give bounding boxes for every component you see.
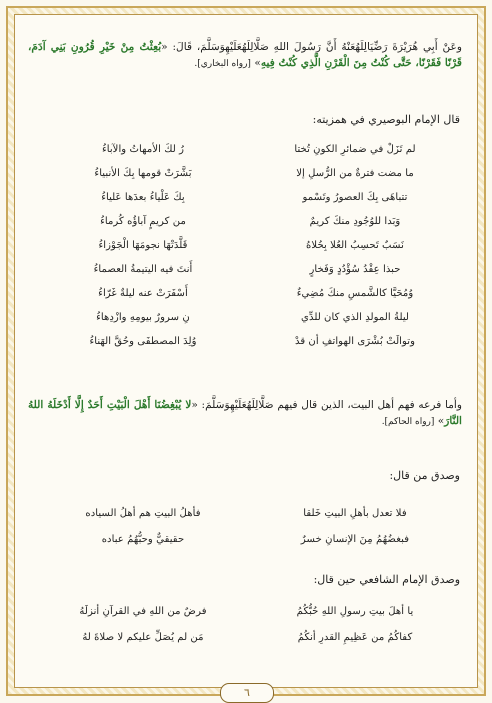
verse-second-hemistich: حقيقيٌّ وحبُّهُمُ عباده [101,534,185,545]
verse-second-hemistich: رُ لكَ الأمهاتُ والآباءُ [101,144,185,155]
verse-second-hemistich: من كريمٍ آباؤُه كُرماءُ [100,216,186,227]
verse-first-hemistich: حبذا عِقْدُ سُؤْدُدٍ وَفَخارٍ [309,264,401,275]
hadith2-text: لا يُبْغِضُنَا أَهْلَ الْبَيْتِ أَحَدٌ إِلَّا أَدْخَلَهُ اللهُ النَّارَ [28,399,462,427]
verse [22,532,470,550]
hadith2-intro: وأما فرعه فهم أهل البيت، الذين قال فيهم صَلَّالِلَهُعَلَيْهِوَسَلَّمَ: « [191,399,462,411]
verse-first-hemistich: كفاكُمُ من عَظِيمِ القدرِ أنكُمُ [297,632,413,643]
verse-second-hemistich: فأهلُ البيتِ هم أهلُ السياده [85,508,201,519]
verse-first-hemistich: وَبَدا للوُجُودِ منكَ كريمٌ [309,216,401,227]
verse [22,310,470,328]
verse-first-hemistich: فلا تعدل بأهلِ البيتِ خَلقا [303,508,407,519]
hadith2-source: [رواه الحاكم]. [381,416,435,427]
verse [22,142,470,160]
verse-first-hemistich: نَسَبٌ تَحسِبُ العُلا بِحُلاهُ [306,240,404,251]
hadith1-intro: وعَنْ أَبِي هُرَيْرَةَ رَضِّيَالِلَهُعَنْهُ أَنَّ رَسُولَ اللهِ صَلَّالِلَهُعَلَيْهِوَسَلَّمَ، قَالَ: « [161,41,462,53]
hadith-abu-hurayra [28,40,462,72]
verse [22,166,470,184]
hadith2-close: » [437,414,445,427]
verse-second-hemistich: أَسْفَرَتْ عنه ليلةٌ غَرّاءُ [98,288,188,299]
poem3-heading: وصدق الإمام الشافعي حين قال: [313,573,460,586]
verse-first-hemistich: يا أهلَ بيتِ رسولِ اللهِ حُبُّكُمُ [296,606,414,617]
verse-second-hemistich: مَن لم يُصَلِّ عليكم لا صلاةَ لهُ [82,632,204,643]
verse-first-hemistich: لم تَزَلْ في ضمائرِ الكونِ تُختا [294,144,416,155]
hadith1-text: بُعِثْتُ مِنْ خَيْرِ قُرُونِ بَنِي آدَمَ، قَرْنًا فَقَرْنًا، حَتَّى كُنْتُ مِنَ الْقَرْنِ الَّذِي كُنْتُ فِيهِ [28,41,462,69]
verse [22,630,470,648]
verse-second-hemistich: قَلَّدَتْهَا نجومَهَا الْجَوْزاءُ [98,240,188,251]
verse-first-hemistich: ليلةُ المولدِ الذي كان للدِّي [301,312,409,323]
hadith1-source: [رواه البخاري]. [194,58,251,69]
verse [22,238,470,256]
hadith1-close: » [254,56,261,69]
verse [22,190,470,208]
page-number: ٦ [220,683,274,703]
verse-second-hemistich: أَنتَ فيه اليتيمةُ العصماءُ [93,264,193,275]
verse-second-hemistich: نِ سرورٌ بيومِهِ وازْدِهاءُ [96,312,190,323]
verse [22,262,470,280]
poem1-heading: قال الإمام البوصيري في همزيته: [312,113,460,126]
verse-first-hemistich: وُمُحَيَّا كالشَّمسِ منكَ مُضِيءٌ [296,288,414,299]
verse [22,334,470,352]
page-content [22,20,470,680]
verse [22,214,470,232]
verse-first-hemistich: ما مضت فترةٌ من الرُّسلِ إلا [296,168,414,179]
verse-first-hemistich: فبغضُهُمُ مِنَ الإنسانِ خسرٌ [300,534,410,545]
verse [22,506,470,524]
poem2-heading: وصدق من قال: [389,469,460,482]
verse-first-hemistich: وتوالَتْ بُشْرَى الهواتفِ أن قدْ [294,336,416,347]
verse-second-hemistich: بَشَّرَتْ قومها بِكَ الأنبياءُ [94,168,192,179]
verse-second-hemistich: وُلِدَ المصطفَى وحُقَّ الهَناءُ [89,336,197,347]
verse-second-hemistich: بِكَ عَلْياءُ بعدَها عَلياءُ [101,192,185,203]
verse-first-hemistich: تتباهَى بِكَ العصورُ وتَسْمو [302,192,408,203]
hadith-ahl-al-bayt [28,398,462,430]
verse [22,286,470,304]
verse [22,604,470,622]
verse-second-hemistich: فرضٌ من اللهِ في القرآنِ أنزلَهُ [79,606,207,617]
